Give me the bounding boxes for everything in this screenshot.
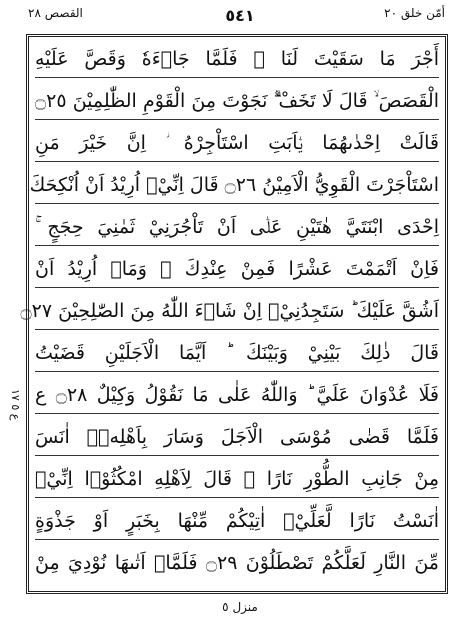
page-header [0,0,473,34]
text-line-4: اسْتَاْجَرْتَ الْقَوِيُّ الْاَمِيْنُ ۝٢٦ قَالَ اِنِّيْۤ اُرِيْدُ اَنْ اُنْكِحَكَ [35,167,439,204]
text-line-6: فَاِنْ اَتْمَمْتَ عَشْرًا فَمِنْ عِنْدِكَ ۚ وَمَاۤ اُرِيْدُ اَنْ [35,251,439,288]
text-line-1: أَجْرَ مَا سَقَيْتَ لَنَا ۚ فَلَمَّا جَاۤءَهٗ وَقَصَّ عَلَيْهِ [35,41,439,78]
text-line-3: قَالَتْ اِحْدٰىهُمَا يٰۤاَبَتِ اسْتَاْجِرْهُ ؗ اِنَّ خَيْرَ مَنِ [35,125,439,162]
text-frame [20,34,448,594]
text-line-10: فَلَمَّا قَضٰى مُوْسَى الْاَجَلَ وَسَارَ بِاَهْلِهٖۤ اٰنَسَ [35,419,439,456]
surah-name: القصص ٢٨ [28,6,83,20]
ruku-marker: ع ٥ ١٧ [9,388,22,420]
text-line-5: اِحْدَى ابْنَتَيَّ هٰتَيْنِ عَلٰۤى اَنْ تَاْجُرَنِيْ ثَمٰنِيَ حِجَجٍ ۚ [35,209,439,246]
text-line-8: قَالَ ذٰلِكَ بَيْنِيْ وَبَيْنَكَ ؕ اَيَّمَا الْاَجَلَيْنِ قَضَيْتُ [35,335,439,372]
text-line-7: اَشُقَّ عَلَيْكَ ؕ سَتَجِدُنِيْۤ اِنْ شَاۤءَ اللّٰهُ مِنَ الصّٰلِحِيْنَ ۝٢٧ [35,293,439,330]
page-footer [0,596,473,624]
text-line-2: الْقَصَصَ ۙ قَالَ لَا تَخَفْ ۫ۗ نَجَوْتَ مِنَ الْقَوْمِ الظّٰلِمِيْنَ ۝٢٥ [35,83,439,120]
text-line-12: اٰنَسْتُ نَارًا لَّعَلِّيْۤ اٰتِيْكُمْ مِّنْهَا بِخَبَرٍ اَوْ جَذْوَةٍ [35,503,439,540]
manzil-label: منزل ٥ [222,600,258,614]
text-line-13: مِّنَ النَّارِ لَعَلَّكُمْ تَصْطَلُوْنَ ۝٢٩ فَلَمَّاۤ اَتٰىهَا نُوْدِيَ مِنْ [35,552,439,574]
juz-name: أمّن خلق ٢٠ [384,6,445,20]
text-line-11: مِنْ جَانِبِ الطُّوْرِ نَارًا ۚ قَالَ لِاَهْلِهِ امْكُثُوْۤا اِنِّيْۤ [35,461,439,498]
page-number: ٥٤١ [225,6,255,25]
text-line-9: فَلَا عُدْوَانَ عَلَيَّ ؕ وَاللّٰهُ عَلٰى مَا نَقُوْلُ وَكِيْلٌ ۝٢٨ ع [35,377,439,414]
